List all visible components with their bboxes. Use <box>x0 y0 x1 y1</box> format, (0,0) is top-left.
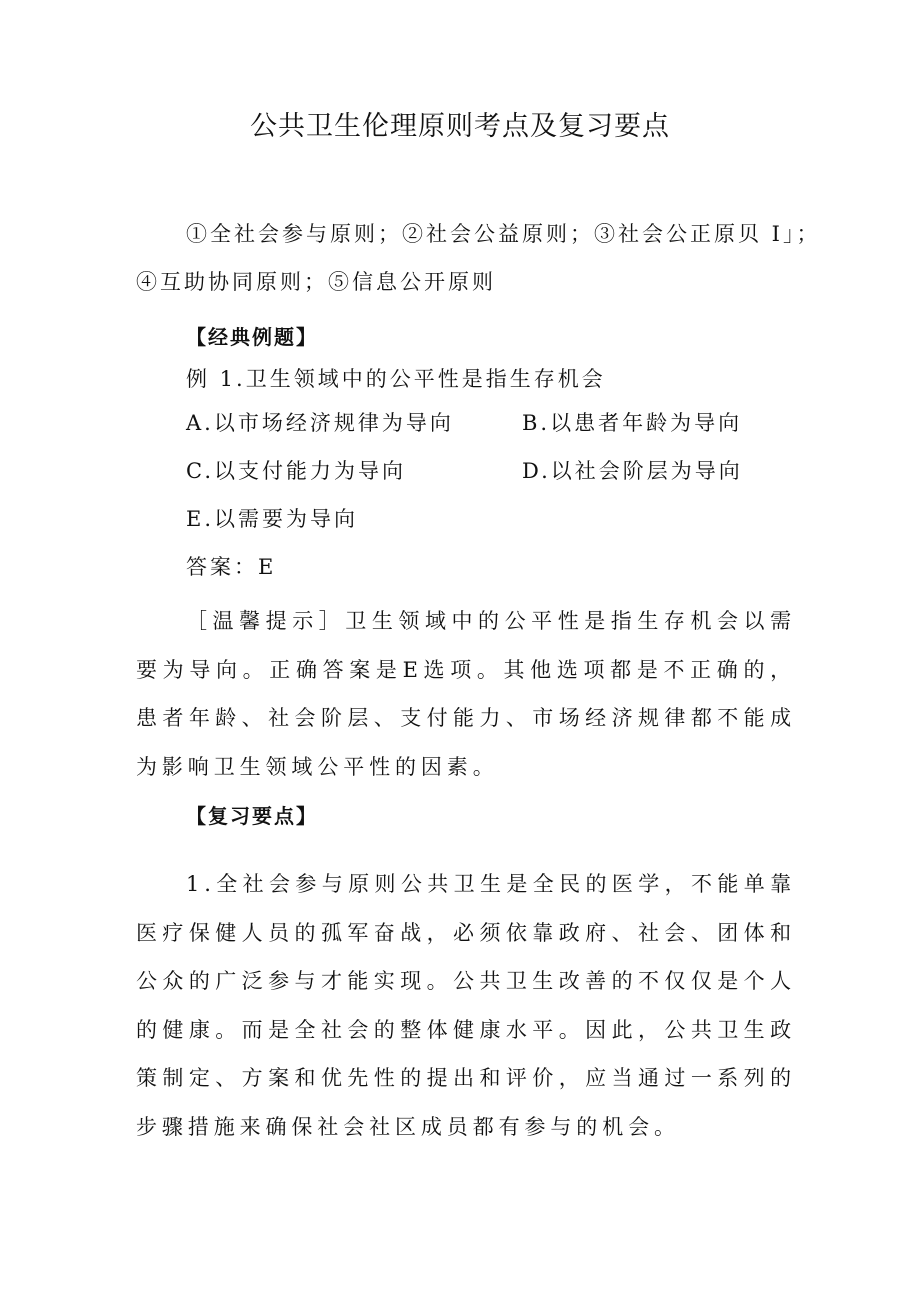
document-title: 公共卫生伦理原则考点及复习要点 <box>250 111 670 142</box>
option-d: D.以社会阶层为导向 <box>522 459 743 483</box>
review-paragraph: 1.全社会参与原则公共卫生是全民的医学，不能单靠医疗保健人员的孤军奋战，必须依靠政府、社会、团体和公众的广泛参与才能实现。公共卫生改善的不仅仅是个人的健康。而是全社会的整体健康水平。因此，公共卫生政策制定、方案和优先性的提出和评价，应当通过一系列的步骤措施来确保社会社区成员都有参与的机会。 <box>136 872 796 1139</box>
review-heading: 【复习要点】 <box>186 804 318 828</box>
principles-line-1: ①全社会参与原则；②社会公益原则；③社会公正原贝 I」； <box>186 222 821 246</box>
question-text: 例 1.卫生领域中的公平性是指生存机会 <box>186 367 606 391</box>
principles-line-2: ④互助协同原则；⑤信息公开原则 <box>136 270 496 294</box>
answer-text: 答案：E <box>186 555 277 579</box>
tip-paragraph: ［温馨提示］卫生领域中的公平性是指生存机会以需要为导向。正确答案是E选项。其他选项都是不正确的，患者年龄、社会阶层、支付能力、市场经济规律都不能成为影响卫生领域公平性的因素。 <box>136 609 796 779</box>
example-heading: 【经典例题】 <box>186 325 318 349</box>
option-b: B.以患者年龄为导向 <box>522 411 743 435</box>
option-e: E.以需要为导向 <box>186 507 359 531</box>
option-c: C.以支付能力为导向 <box>186 459 406 483</box>
option-a: A.以市场经济规律为导向 <box>186 411 454 435</box>
